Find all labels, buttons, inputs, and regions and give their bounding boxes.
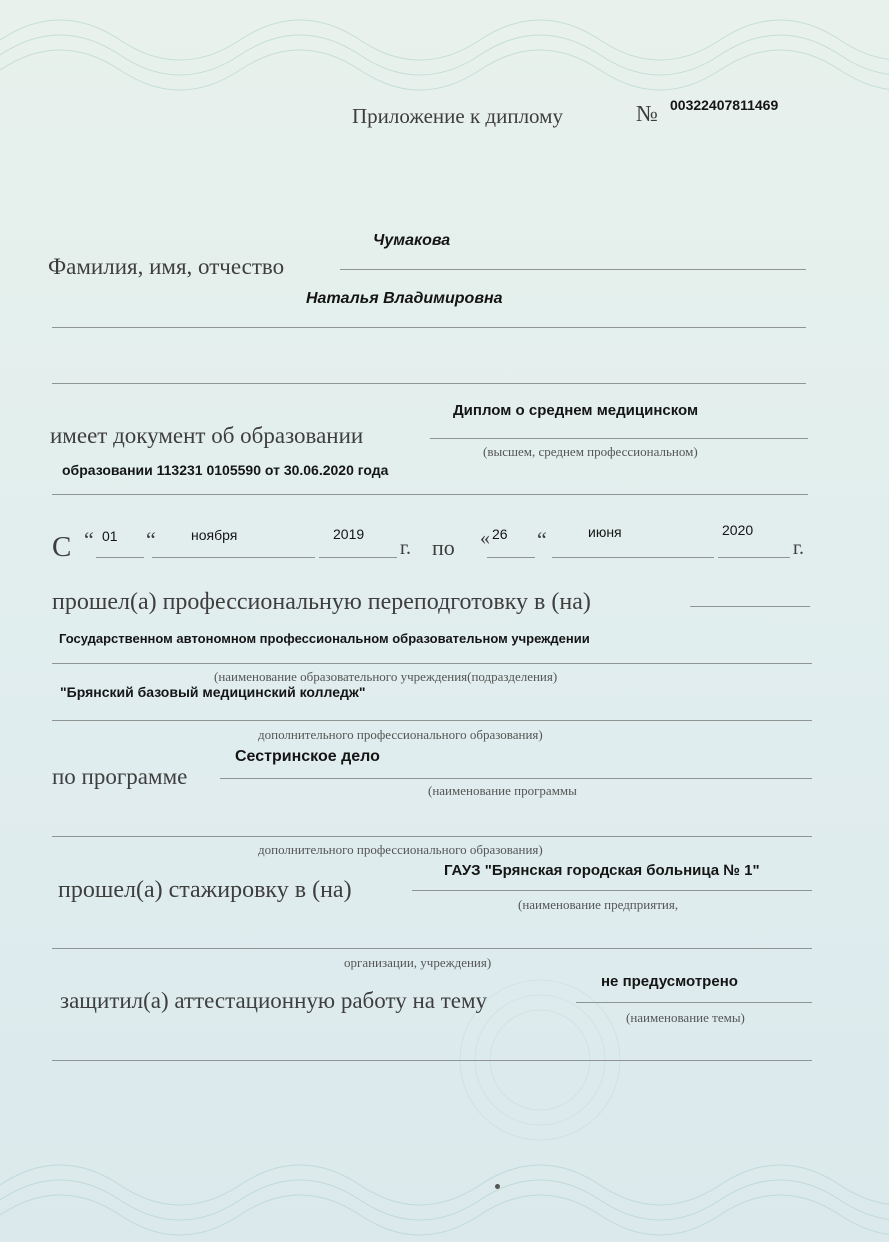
period-from-day: 01 <box>102 528 118 544</box>
retraining-institution-2: "Брянский базовый медицинский колледж" <box>60 684 366 700</box>
internship-label: прошел(а) стажировку в (на) <box>58 877 352 903</box>
retraining-hint-2: дополнительного профессионального образования) <box>258 727 543 742</box>
thesis-line-1 <box>576 1002 812 1003</box>
given-name-value: Наталья Владимировна <box>306 290 503 307</box>
period-from-prefix: С <box>52 531 72 563</box>
ink-dot <box>495 1184 500 1189</box>
retraining-hint-1: (наименование образовательного учреждения(подразделения) <box>214 669 558 684</box>
retraining-line-2 <box>52 663 812 664</box>
program-line-1 <box>220 778 812 779</box>
name-line-3 <box>52 383 806 384</box>
period-from-month-line <box>152 557 315 558</box>
internship-line-1 <box>412 890 812 891</box>
internship-line-2 <box>52 948 812 949</box>
retraining-label: прошел(а) профессиональную переподготовку в (на) <box>52 589 591 615</box>
period-from-year-line <box>319 557 397 558</box>
education-doc-value-1: Диплом о среднем медицинском <box>453 402 699 419</box>
program-value: Сестринское дело <box>235 748 380 765</box>
internship-hint-1: (наименование предприятия, <box>518 897 679 912</box>
retraining-line-3 <box>52 720 812 721</box>
program-label: по программе <box>52 764 188 789</box>
period-to-quote-close: “ <box>537 527 547 552</box>
program-line-2 <box>52 836 812 837</box>
education-doc-hint: (высшем, среднем профессиональном) <box>483 444 698 459</box>
period-from-quote-close: “ <box>146 527 156 552</box>
period-from-day-line <box>96 557 144 558</box>
thesis-hint: (наименование темы) <box>626 1010 745 1025</box>
name-label: Фамилия, имя, отчество <box>48 254 285 279</box>
number-sign: № <box>636 101 658 126</box>
name-line-2 <box>52 327 806 328</box>
retraining-institution-1: Государственном автономном профессиональном образовательном учреждении <box>59 631 590 646</box>
name-line-1 <box>340 269 806 270</box>
education-doc-value-2: образовании 113231 0105590 от 30.06.2020 года <box>62 462 389 478</box>
period-to-month-line <box>552 557 714 558</box>
thesis-line-2 <box>52 1060 812 1061</box>
period-from-year: 2019 <box>333 526 365 542</box>
period-to-day-line <box>487 557 535 558</box>
program-hint-1: (наименование программы <box>428 783 577 798</box>
period-year-suffix-2: г. <box>793 537 804 559</box>
period-to-month: июня <box>588 524 622 540</box>
period-to-quote-open: « <box>480 527 490 549</box>
period-from-month: ноября <box>191 527 238 543</box>
internship-hint-2: организации, учреждения) <box>344 955 492 970</box>
retraining-line-1 <box>690 606 810 607</box>
period-to-day: 26 <box>492 526 508 542</box>
education-doc-label: имеет документ об образовании <box>50 423 364 448</box>
period-to-word: по <box>432 535 455 560</box>
education-doc-line-2 <box>52 494 808 495</box>
education-doc-line-1 <box>430 438 808 439</box>
period-year-suffix-1: г. <box>400 537 411 559</box>
program-hint-2: дополнительного профессионального образования) <box>258 842 543 857</box>
internship-value: ГАУЗ "Брянская городская больница № 1" <box>444 862 760 879</box>
surname-value: Чумакова <box>373 232 451 249</box>
period-from-quote-open: “ <box>84 527 94 552</box>
thesis-value: не предусмотрено <box>601 973 738 990</box>
period-to-year: 2020 <box>722 522 754 538</box>
header-title: Приложение к диплому <box>352 104 563 128</box>
thesis-label: защитил(а) аттестационную работу на тему <box>60 988 488 1013</box>
diploma-number: 00322407811469 <box>670 97 779 113</box>
period-to-year-line <box>718 557 790 558</box>
